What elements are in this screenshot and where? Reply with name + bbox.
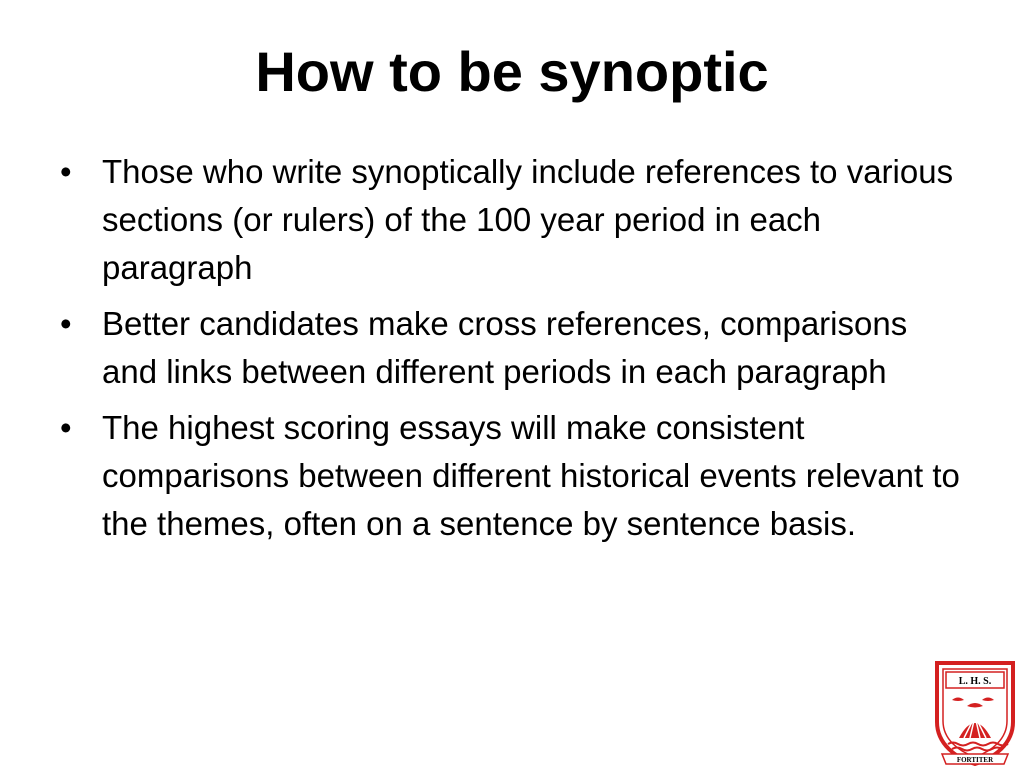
bullet-text: Better candidates make cross references, comparisons and links between different periods in each paragraph	[102, 305, 908, 390]
bullet-item	[58, 300, 970, 396]
crest-top-text: L. H. S.	[958, 676, 992, 687]
bullet-marker: •	[60, 409, 72, 446]
bullet-list	[58, 148, 970, 556]
crest-motto-text: FORTITER	[956, 756, 994, 764]
bullet-item	[58, 148, 970, 292]
bullet-marker: •	[60, 153, 72, 190]
bullet-item	[58, 404, 970, 548]
slide-title: How to be synoptic	[255, 40, 769, 103]
school-crest-icon	[934, 660, 1016, 766]
bullet-text: The highest scoring essays will make consistent comparisons between different historical events relevant to the themes, often on a sentence by sentence basis.	[102, 409, 960, 542]
bullet-text: Those who write synoptically include references to various sections (or rulers) of the 100 year period in each paragraph	[102, 153, 954, 286]
bullet-marker: •	[60, 305, 72, 342]
